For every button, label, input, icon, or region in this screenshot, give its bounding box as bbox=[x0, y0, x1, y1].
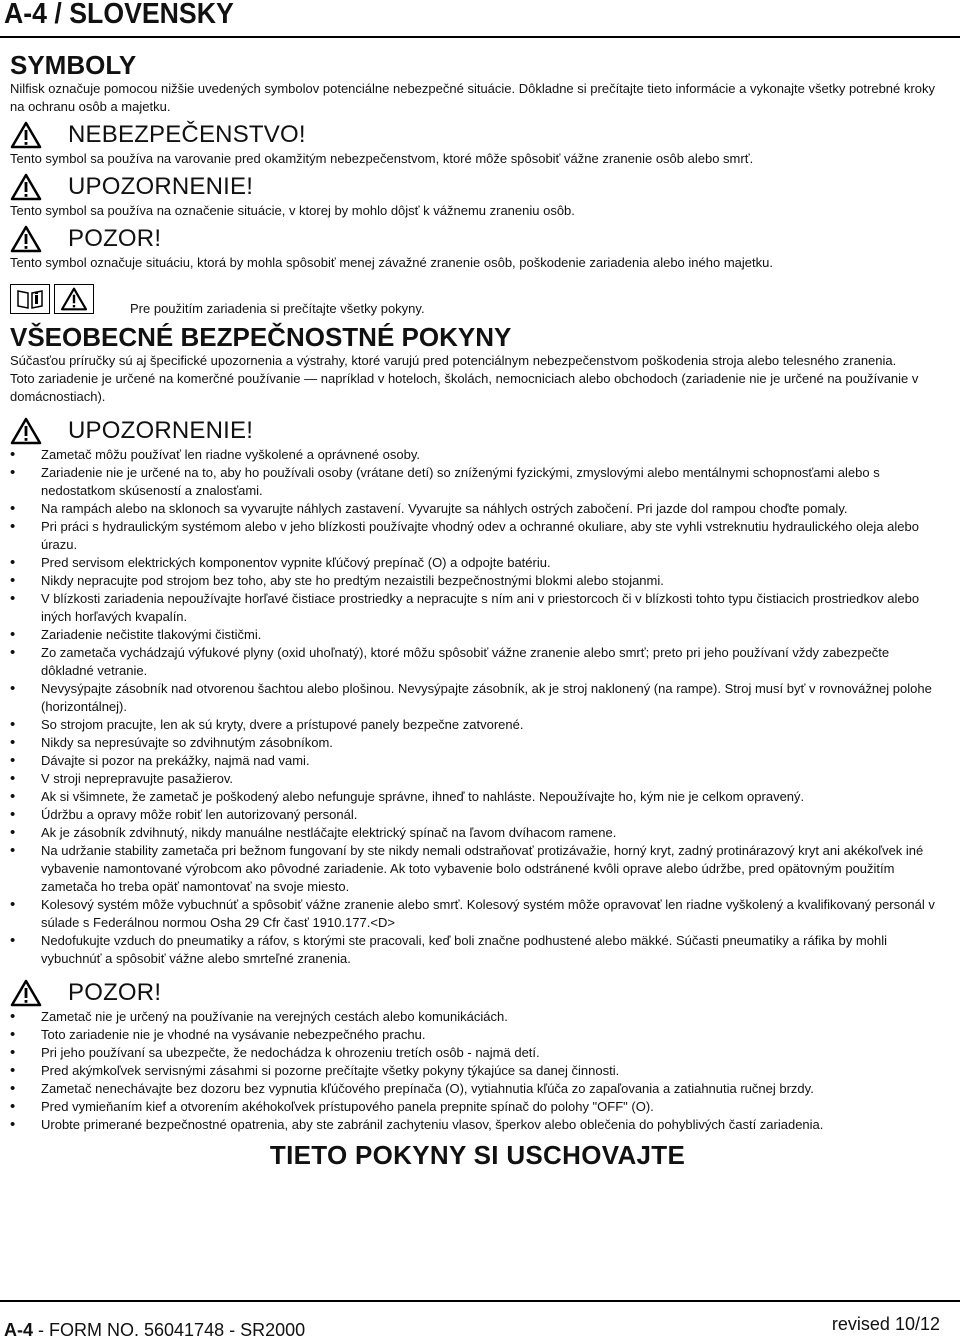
form-text: - FORM NO. 56041748 - SR2000 bbox=[33, 1320, 306, 1340]
general-caution-signal bbox=[10, 978, 945, 1008]
list-item: • Toto zariadenie nie je vhodné na vysávanie nebezpečného prachu. bbox=[10, 1026, 945, 1044]
list-item: • Zametač môžu používať len riadne vyškolené a oprávnené osoby. bbox=[10, 446, 945, 464]
warning-triangle-icon bbox=[10, 417, 42, 445]
form-number bbox=[4, 1320, 305, 1341]
list-item: • V blízkosti zariadenia nepoužívajte horľavé čistiace prostriedky a nepracujte s ním ani v priestorcoch či v blízkosti tohto typu čistiacich prostriedkov alebo iných horľavých kvapalín. bbox=[10, 590, 945, 626]
general-caution-word: POZOR! bbox=[68, 979, 162, 1006]
list-item: • Nedofukujte vzduch do pneumatiky a ráfov, s ktorými ste pracovali, keď boli značne podhustené alebo mäkké. Súčasti pneumatiky a ráfika by mohli vybuchnúť a spôsobiť vážne alebo smrteľné zranenia. bbox=[10, 932, 945, 968]
list-item: • Na rampách alebo na sklonoch sa vyvarujte náhlych zastavení. Vyvarujte sa náhlych ostrých zabočení. Pri jazde dol rampou choďte pomaly. bbox=[10, 500, 945, 518]
list-item: • Urobte primerané bezpečnostné opatrenia, aby ste zabránil zachyteniu vlasov, šperkov alebo oblečenia do pohyblivých častí zariadenia. bbox=[10, 1116, 945, 1134]
footer-divider bbox=[0, 1300, 960, 1302]
page-header bbox=[0, 0, 960, 44]
caution-text: Tento symbol označuje situáciu, ktorá by mohla spôsobiť menej závažné zranenie osôb, poškodenie zariadenia alebo iného majetku. bbox=[10, 255, 773, 270]
page-footer bbox=[0, 1300, 960, 1340]
list-item: • Pred akýmkoľvek servisnými zásahmi si pozorne prečítajte všetky pokyny týkajúce sa danej činnosti. bbox=[10, 1062, 945, 1080]
read-manual-row bbox=[10, 278, 945, 314]
list-item: • V stroji neprepravujte pasažierov. bbox=[10, 770, 945, 788]
caution-signal bbox=[10, 224, 945, 254]
warning-word: UPOZORNENIE! bbox=[68, 173, 254, 200]
list-item: • Údržbu a opravy môže robiť len autorizovaný personál. bbox=[10, 806, 945, 824]
list-item: • Ak je zásobník zdvihnutý, nikdy manuálne nestláčajte elektrický spínač na ľavom dvíhacom ramene. bbox=[10, 824, 945, 842]
list-item: • Pri jeho používaní sa ubezpečte, že nedochádza k ohrozeniu tretích osôb - najmä detí. bbox=[10, 1044, 945, 1062]
list-item: • Zariadenie nečistite tlakovými čističmi. bbox=[10, 626, 945, 644]
warning-text: Tento symbol sa používa na označenie situácie, v ktorej by mohlo dôjsť k vážnemu zraneniu osôb. bbox=[10, 203, 575, 218]
page-number: A-4 bbox=[4, 1320, 34, 1340]
symbols-intro: Nilfisk označuje pomocou nižšie uvedených symbolov potenciálne nebezpečné situácie. Dôkladne si prečítajte tieto informácie a vykonajte všetky potrebné kroky na ochranu osôb a majetku. bbox=[10, 81, 935, 114]
caution-list bbox=[10, 1008, 945, 1134]
list-item: • Pred servisom elektrických komponentov vypnite kľúčový prepínač (O) a odpojte batériu. bbox=[10, 554, 945, 572]
page-title: A-4 / SLOVENSKY bbox=[4, 0, 234, 30]
caution-word: POZOR! bbox=[68, 225, 162, 252]
list-item: • So strojom pracujte, len ak sú kryty, dvere a prístupové panely bezpečne zatvorené. bbox=[10, 716, 945, 734]
general-heading: VŠEOBECNÉ BEZPEČNOSTNÉ POKYNY bbox=[10, 322, 512, 352]
list-item: • Kolesový systém môže vybuchnúť a spôsobiť vážne zranenie alebo smrť. Kolesový systém môže opravovať len riadne vyškolený a kvalifikovaný personál v súlade s Federálnou normou Osha 29 Cfr časť 1910.177.<D> bbox=[10, 896, 945, 932]
list-item: • Pred vymieňaním kief a otvorením akéhokoľvek prístupového panela prepnite spínač do polohy "OFF" (O). bbox=[10, 1098, 945, 1116]
list-item: • Zametač nie je určený na používanie na verejných cestách alebo komunikáciách. bbox=[10, 1008, 945, 1026]
read-instructions-text: Pre použitím zariadenia si prečítajte všetky pokyny. bbox=[130, 301, 425, 316]
general-intro-1: Súčasťou príručky sú aj špecifické upozornenia a výstrahy, ktoré varujú pred potenciálnym nebezpečenstvom poškodenia stroja alebo telesného zranenia. bbox=[10, 353, 897, 368]
warning-triangle-icon bbox=[10, 979, 42, 1007]
warning-triangle-icon bbox=[54, 284, 94, 314]
danger-signal bbox=[10, 120, 945, 150]
revision-date: revised 10/12 bbox=[831, 1314, 940, 1334]
read-manual-icon bbox=[10, 284, 50, 314]
danger-word: NEBEZPEČENSTVO! bbox=[68, 121, 306, 148]
list-item: • Zo zametača vychádzajú výfukové plyny (oxid uhoľnatý), ktoré môžu spôsobiť vážne zranenie alebo smrť; preto pri jeho používaní vždy zabezpečte dôkladné vetranie. bbox=[10, 644, 945, 680]
warning-triangle-icon bbox=[10, 121, 42, 149]
page-content bbox=[10, 48, 945, 1170]
list-item: • Dávajte si pozor na prekážky, najmä nad vami. bbox=[10, 752, 945, 770]
symbols-heading: SYMBOLY bbox=[10, 50, 137, 80]
warning-triangle-icon bbox=[10, 173, 42, 201]
list-item: • Ak si všimnete, že zametač je poškodený alebo nefunguje správne, ihneď to nahláste. Nepoužívajte ho, kým nie je celkom opravený. bbox=[10, 788, 945, 806]
list-item: • Na udržanie stability zametača pri bežnom fungovaní by ste nikdy nemali odstraňovať protizávažie, horný kryt, zadný protinárazový kryt ani akékoľvek iné vybavenie namontované výrobcom ako pôvodné zariadenie. Ak toto vybavenie bolo odstránené kvôli oprave alebo údržbe, pred opätovným použitím zametača ho treba opäť namontovať na svoje miesto. bbox=[10, 842, 945, 896]
danger-text: Tento symbol sa používa na varovanie pred okamžitým nebezpečenstvom, ktoré môže spôsobiť vážne zranenie osôb alebo smrť. bbox=[10, 151, 754, 166]
general-intro-2: Toto zariadenie je určené na komerčné používanie — napríklad v hoteloch, školách, nemocniciach alebo obchodoch (zariadenie nie je určené na používanie v domácnostiach). bbox=[10, 371, 919, 404]
list-item: • Nikdy sa nepresúvajte so zdvihnutým zásobníkom. bbox=[10, 734, 945, 752]
warning-triangle-icon bbox=[10, 225, 42, 253]
list-item: • Zametač nenechávajte bez dozoru bez vypnutia kľúčového prepínača (O), vytiahnutia kľúča zo zapaľovania a zatiahnutia ručnej brzdy. bbox=[10, 1080, 945, 1098]
warning-list bbox=[10, 446, 945, 968]
list-item: • Zariadenie nie je určené na to, aby ho používali osoby (vrátane detí) so zníženými fyzickými, zmyslovými alebo mentálnymi schopnosťami alebo s nedostatkom skúseností a znalosťami. bbox=[10, 464, 945, 500]
header-divider bbox=[0, 36, 960, 38]
warning-signal bbox=[10, 172, 945, 202]
list-item: • Nikdy nepracujte pod strojom bez toho, aby ste ho predtým nezaistili bezpečnostnými blokmi alebo stojanmi. bbox=[10, 572, 945, 590]
list-item: • Pri práci s hydraulickým systémom alebo v jeho blízkosti používajte vhodný odev a ochranné okuliare, aby ste vyhli vstreknutiu hydraulického oleja alebo úrazu. bbox=[10, 518, 945, 554]
keep-instructions-title: TIETO POKYNY SI USCHOVAJTE bbox=[269, 1140, 686, 1170]
list-item: • Nevysýpajte zásobník nad otvorenou šachtou alebo plošinou. Nevysýpajte zásobník, ak je stroj naklonený (na rampe). Stroj musí byť v rovnovážnej polohe (horizontálnej). bbox=[10, 680, 945, 716]
general-warning-word: UPOZORNENIE! bbox=[68, 417, 254, 444]
general-warning-signal bbox=[10, 416, 945, 446]
